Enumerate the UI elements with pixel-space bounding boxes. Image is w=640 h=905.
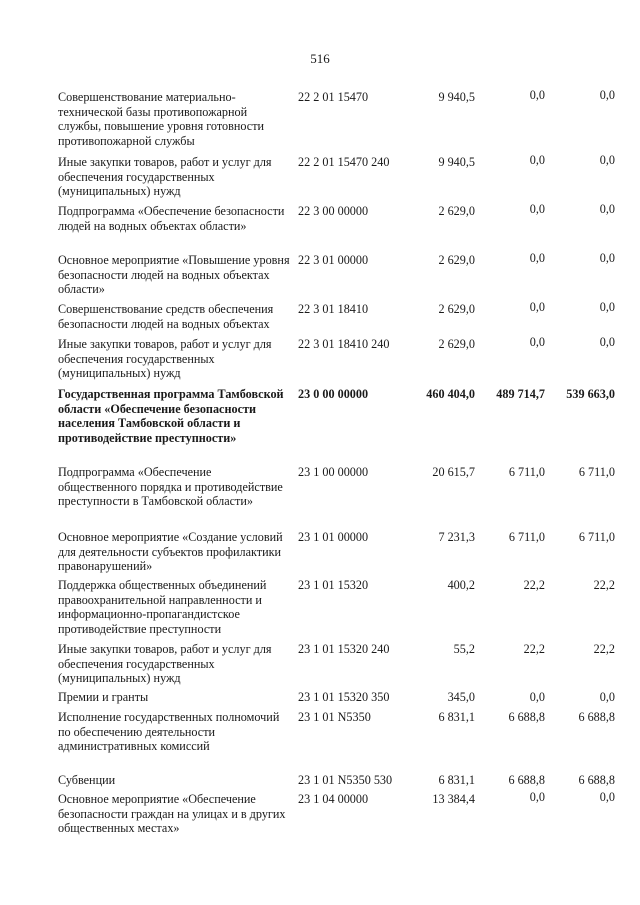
row-value-3: 539 663,0 xyxy=(566,387,615,401)
row-value-1: 6 831,1 xyxy=(438,773,475,787)
row-name: Поддержка общественных объединений правоохранительной направленности и информационно-пропагандистское противодействие преступности xyxy=(58,578,267,636)
row-code: 22 3 01 18410 240 xyxy=(298,337,390,351)
row-value-1: 2 629,0 xyxy=(438,302,475,316)
row-name: Премии и гранты xyxy=(58,690,149,704)
row-value-1: 6 831,1 xyxy=(438,710,475,724)
row-value-3: 0,0 xyxy=(599,88,615,102)
row-code: 23 1 01 N5350 530 xyxy=(298,773,393,787)
row-value-2: 0,0 xyxy=(529,88,545,102)
row-name: Совершенствование средств обеспечения безопасности людей на водных объектах xyxy=(58,302,274,331)
row-value-3: 0,0 xyxy=(599,790,615,804)
row-value-2: 0,0 xyxy=(529,300,545,314)
row-value-3: 6 711,0 xyxy=(578,530,615,544)
row-name: Иные закупки товаров, работ и услуг для обеспечения государственных (муниципальных) нужд xyxy=(58,337,272,381)
row-name: Исполнение государственных полномочий по обеспечению деятельности административных комиссий xyxy=(58,710,280,754)
row-value-2: 6 688,8 xyxy=(508,710,545,724)
row-name: Подпрограмма «Обеспечение безопасности людей на водных объектах области» xyxy=(58,204,285,233)
row-value-2: 0,0 xyxy=(529,690,545,704)
row-value-1: 345,0 xyxy=(447,690,475,704)
row-value-3: 0,0 xyxy=(599,202,615,216)
row-code: 23 0 00 00000 xyxy=(298,387,369,401)
row-value-1: 20 615,7 xyxy=(432,465,475,479)
row-value-3: 22,2 xyxy=(593,578,615,592)
row-code: 22 2 01 15470 240 xyxy=(298,155,390,169)
row-value-2: 6 688,8 xyxy=(508,773,545,787)
row-code: 23 1 01 15320 xyxy=(298,578,369,592)
row-value-3: 0,0 xyxy=(599,300,615,314)
row-code: 23 1 01 00000 xyxy=(298,530,369,544)
row-name: Государственная программа Тамбовской области «Обеспечение безопасности населения Тамбовской области и противодействие преступности» xyxy=(58,387,284,445)
row-code: 23 1 01 15320 240 xyxy=(298,642,390,656)
row-value-3: 6 711,0 xyxy=(578,465,615,479)
row-code: 23 1 04 00000 xyxy=(298,792,369,806)
row-code: 23 1 00 00000 xyxy=(298,465,369,479)
row-value-1: 7 231,3 xyxy=(438,530,475,544)
row-value-3: 0,0 xyxy=(599,153,615,167)
row-value-2: 0,0 xyxy=(529,153,545,167)
row-code: 23 1 01 N5350 xyxy=(298,710,371,724)
row-name: Иные закупки товаров, работ и услуг для обеспечения государственных (муниципальных) нужд xyxy=(58,155,272,199)
row-value-1: 55,2 xyxy=(453,642,475,656)
row-code: 22 3 01 00000 xyxy=(298,253,369,267)
row-name: Подпрограмма «Обеспечение общественного порядка и противодействие преступности в Тамбовской области» xyxy=(58,465,283,509)
page-number: 516 xyxy=(310,51,330,66)
row-value-3: 22,2 xyxy=(593,642,615,656)
row-code: 22 3 01 18410 xyxy=(298,302,369,316)
row-value-3: 6 688,8 xyxy=(578,773,615,787)
row-value-3: 0,0 xyxy=(599,251,615,265)
row-value-3: 6 688,8 xyxy=(578,710,615,724)
row-name: Основное мероприятие «Создание условий для деятельности субъектов профилактики правонарушений» xyxy=(58,530,283,574)
row-value-2: 22,2 xyxy=(523,642,545,656)
row-value-2: 6 711,0 xyxy=(508,530,545,544)
row-name: Субвенции xyxy=(58,773,116,787)
row-value-1: 400,2 xyxy=(447,578,475,592)
row-code: 23 1 01 15320 350 xyxy=(298,690,390,704)
row-value-2: 0,0 xyxy=(529,202,545,216)
row-name: Основное мероприятие «Повышение уровня безопасности людей на водных объектах области» xyxy=(58,253,290,297)
row-value-1: 2 629,0 xyxy=(438,337,475,351)
row-value-2: 0,0 xyxy=(529,790,545,804)
row-code: 22 3 00 00000 xyxy=(298,204,369,218)
row-name: Иные закупки товаров, работ и услуг для обеспечения государственных (муниципальных) нужд xyxy=(58,642,272,686)
row-value-1: 2 629,0 xyxy=(438,253,475,267)
row-code: 22 2 01 15470 xyxy=(298,90,369,104)
row-value-2: 0,0 xyxy=(529,251,545,265)
row-value-3: 0,0 xyxy=(599,335,615,349)
row-value-2: 0,0 xyxy=(529,335,545,349)
row-name: Основное мероприятие «Обеспечение безопасности граждан на улицах и в других общественных местах» xyxy=(58,792,286,836)
row-value-1: 2 629,0 xyxy=(438,204,475,218)
row-value-1: 9 940,5 xyxy=(438,155,475,169)
row-value-3: 0,0 xyxy=(599,690,615,704)
row-value-2: 22,2 xyxy=(523,578,545,592)
row-value-1: 9 940,5 xyxy=(438,90,475,104)
row-value-2: 6 711,0 xyxy=(508,465,545,479)
row-value-1: 460 404,0 xyxy=(426,387,475,401)
row-value-1: 13 384,4 xyxy=(432,792,475,806)
row-name: Совершенствование материально-технической базы противопожарной службы, повышение уровня готовности противопожарной службы xyxy=(58,90,265,148)
row-value-2: 489 714,7 xyxy=(496,387,545,401)
